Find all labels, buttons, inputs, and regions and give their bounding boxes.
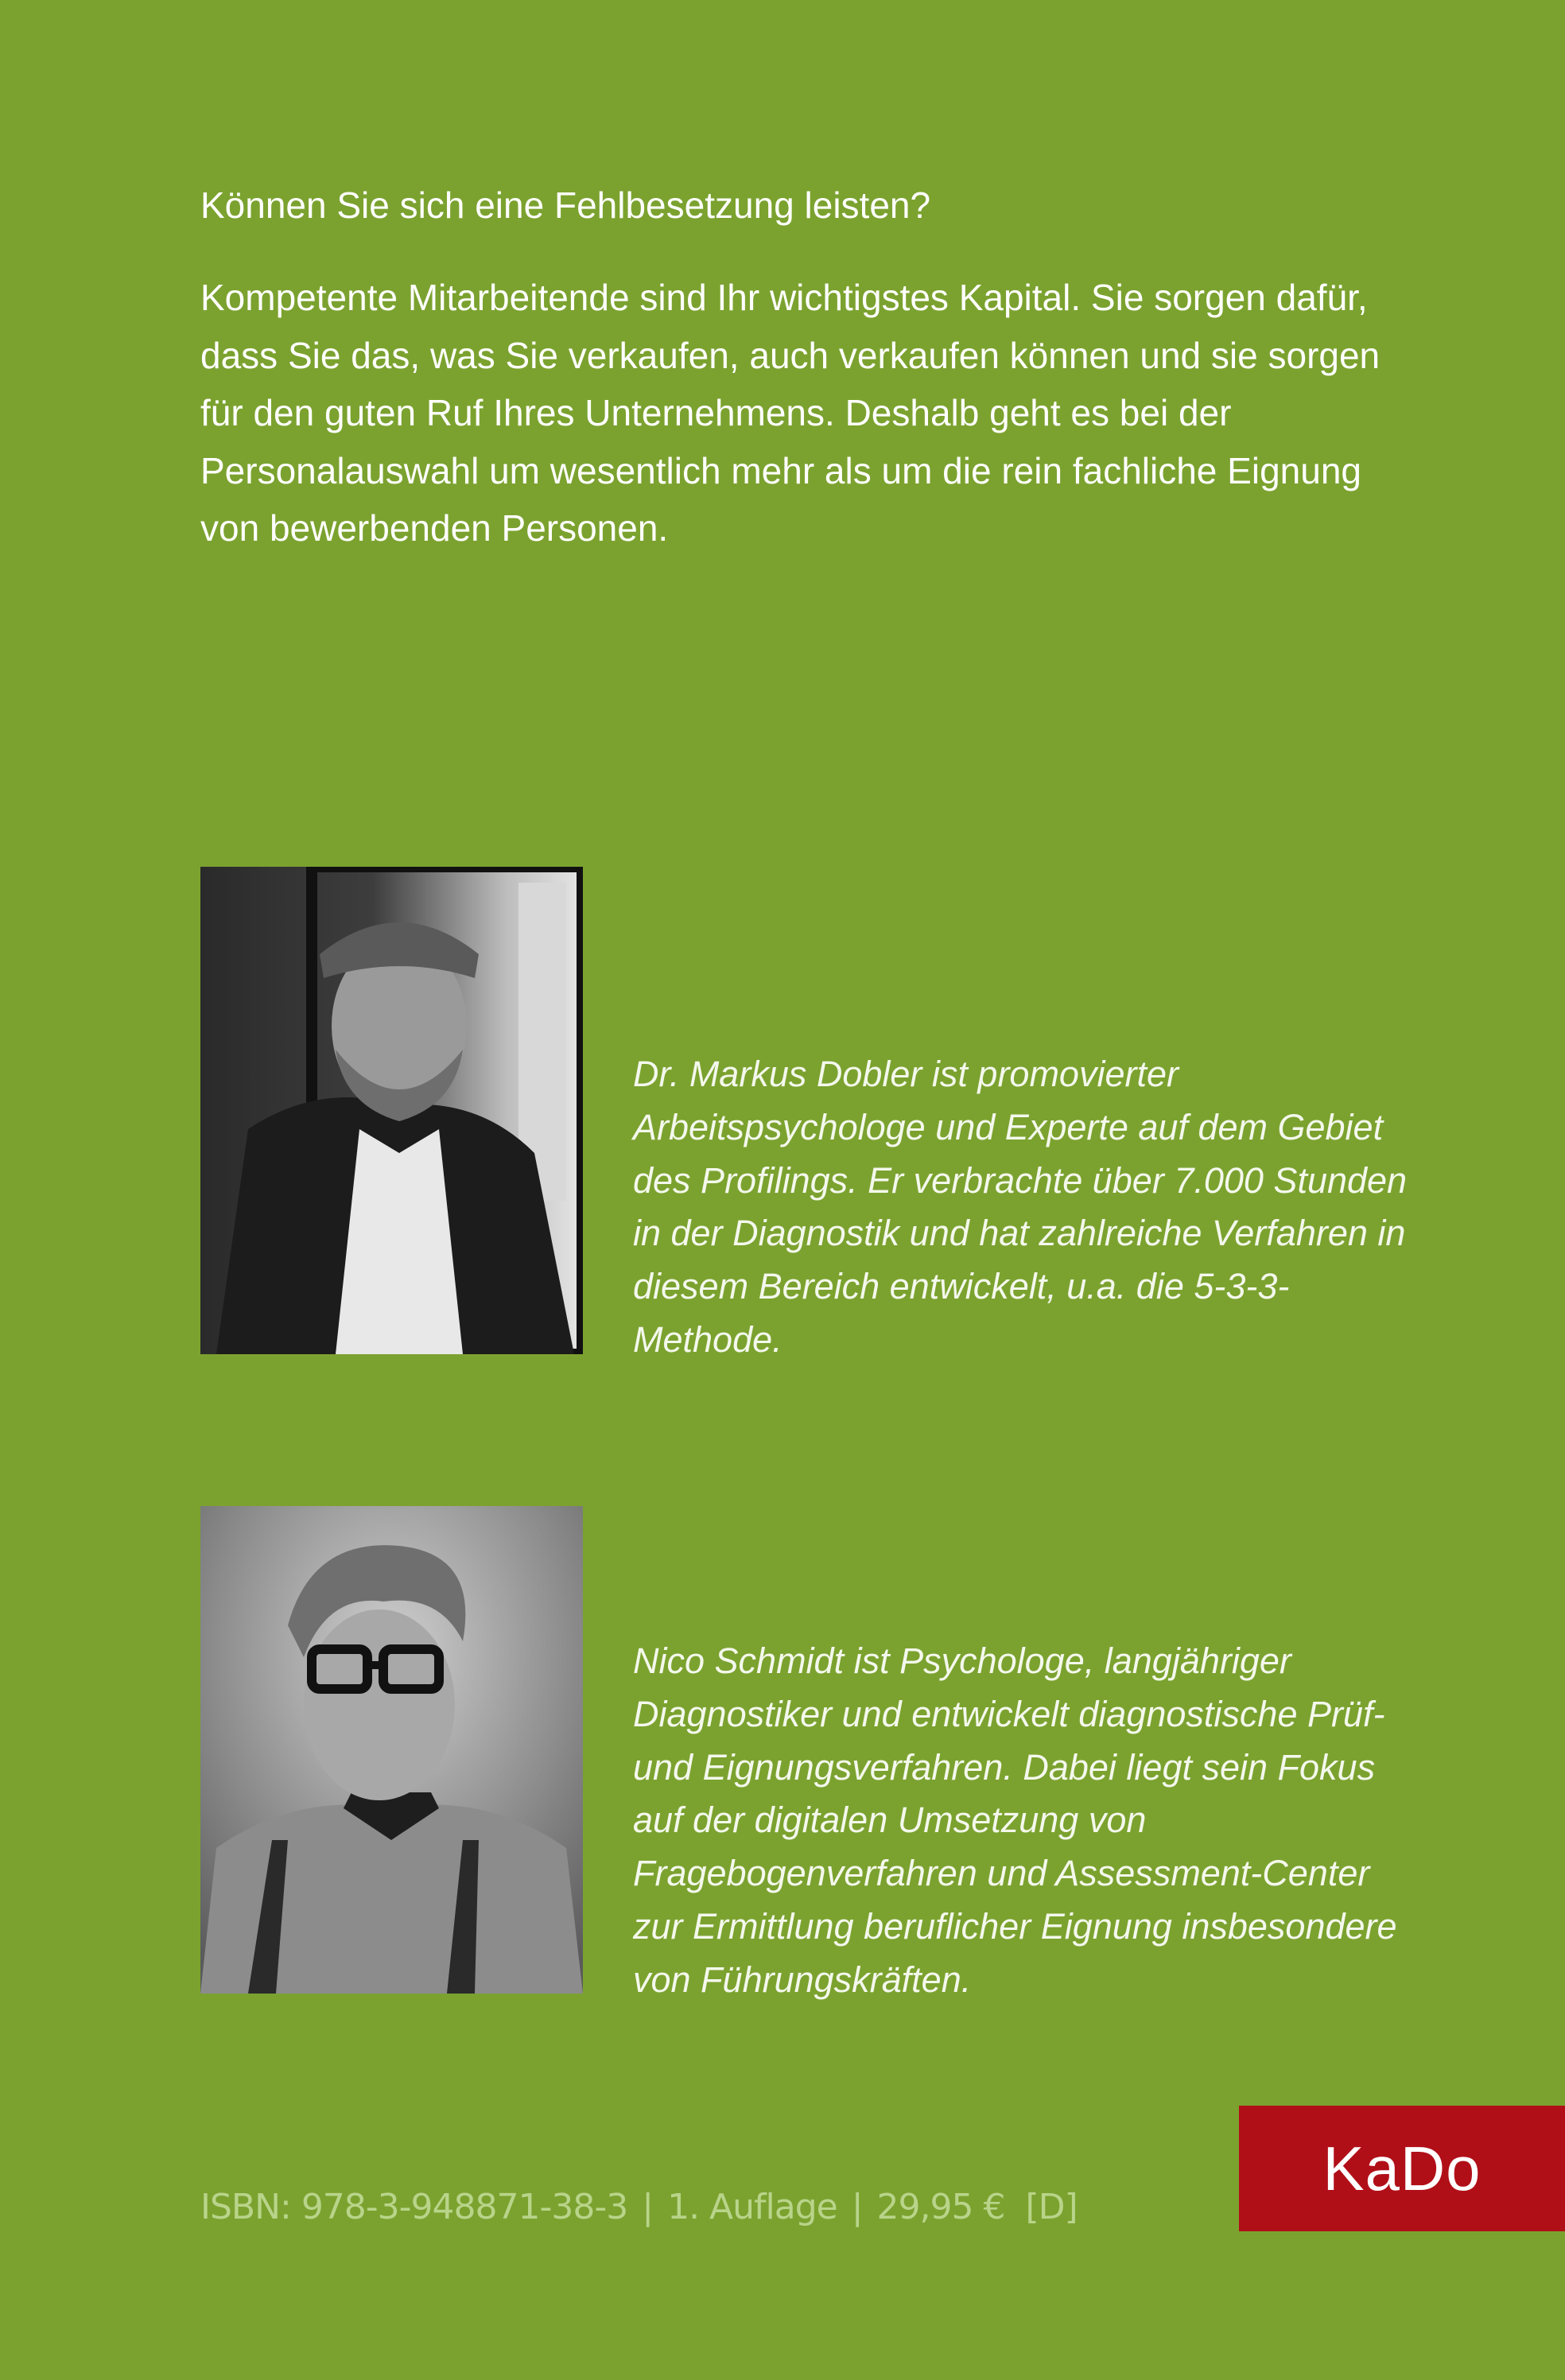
headline: Können Sie sich eine Fehlbesetzung leisten? (200, 184, 931, 226)
publisher-logo-text: KaDo (1322, 2133, 1482, 2203)
edition: 1. Auflage (667, 2187, 837, 2227)
separator: | (642, 2187, 654, 2227)
isbn: ISBN: 978-3-948871-38-3 (200, 2187, 628, 2227)
book-info-line (200, 2182, 1194, 2233)
publisher-logo (1239, 2106, 1565, 2231)
price: 29,95 € [D] (876, 2187, 1078, 2227)
author-photo-markus-dobler (200, 867, 583, 1354)
separator: | (851, 2187, 863, 2227)
author-photo-nico-schmidt (200, 1506, 583, 1994)
author-bio-markus-dobler: Dr. Markus Dobler ist promovierter Arbeitspsychologe und Experte auf dem Gebiet des Profilings. Er verbrachte über 7.000 Stunden in der Diagnostik und hat zahlreiche Verfahren in diesem Bereich entwickelt, u.a. die 5-3-3-Methode. (633, 1054, 1408, 1360)
author-bio-nico-schmidt: Nico Schmidt ist Psychologe, langjähriger Diagnostiker und entwickelt diagnostische Prüf- und Eignungsverfahren. Dabei liegt sein Fokus auf der digitalen Umsetzung von Fragebogenverfahren und Assessment-Center zur Ermittlung beruflicher Eignung insbesondere von Führungskräften. (633, 1640, 1397, 2000)
intro-text: Kompetente Mitarbeitende sind Ihr wichtigstes Kapital. Sie sorgen dafür, dass Sie das, was Sie verkaufen, auch verkaufen können und sie sorgen für den guten Ruf Ihres Unternehmens. Deshalb geht es bei der Personalauswahl um wesentlich mehr als um die rein fachliche Eignung von bewerbenden Personen. (200, 277, 1381, 549)
